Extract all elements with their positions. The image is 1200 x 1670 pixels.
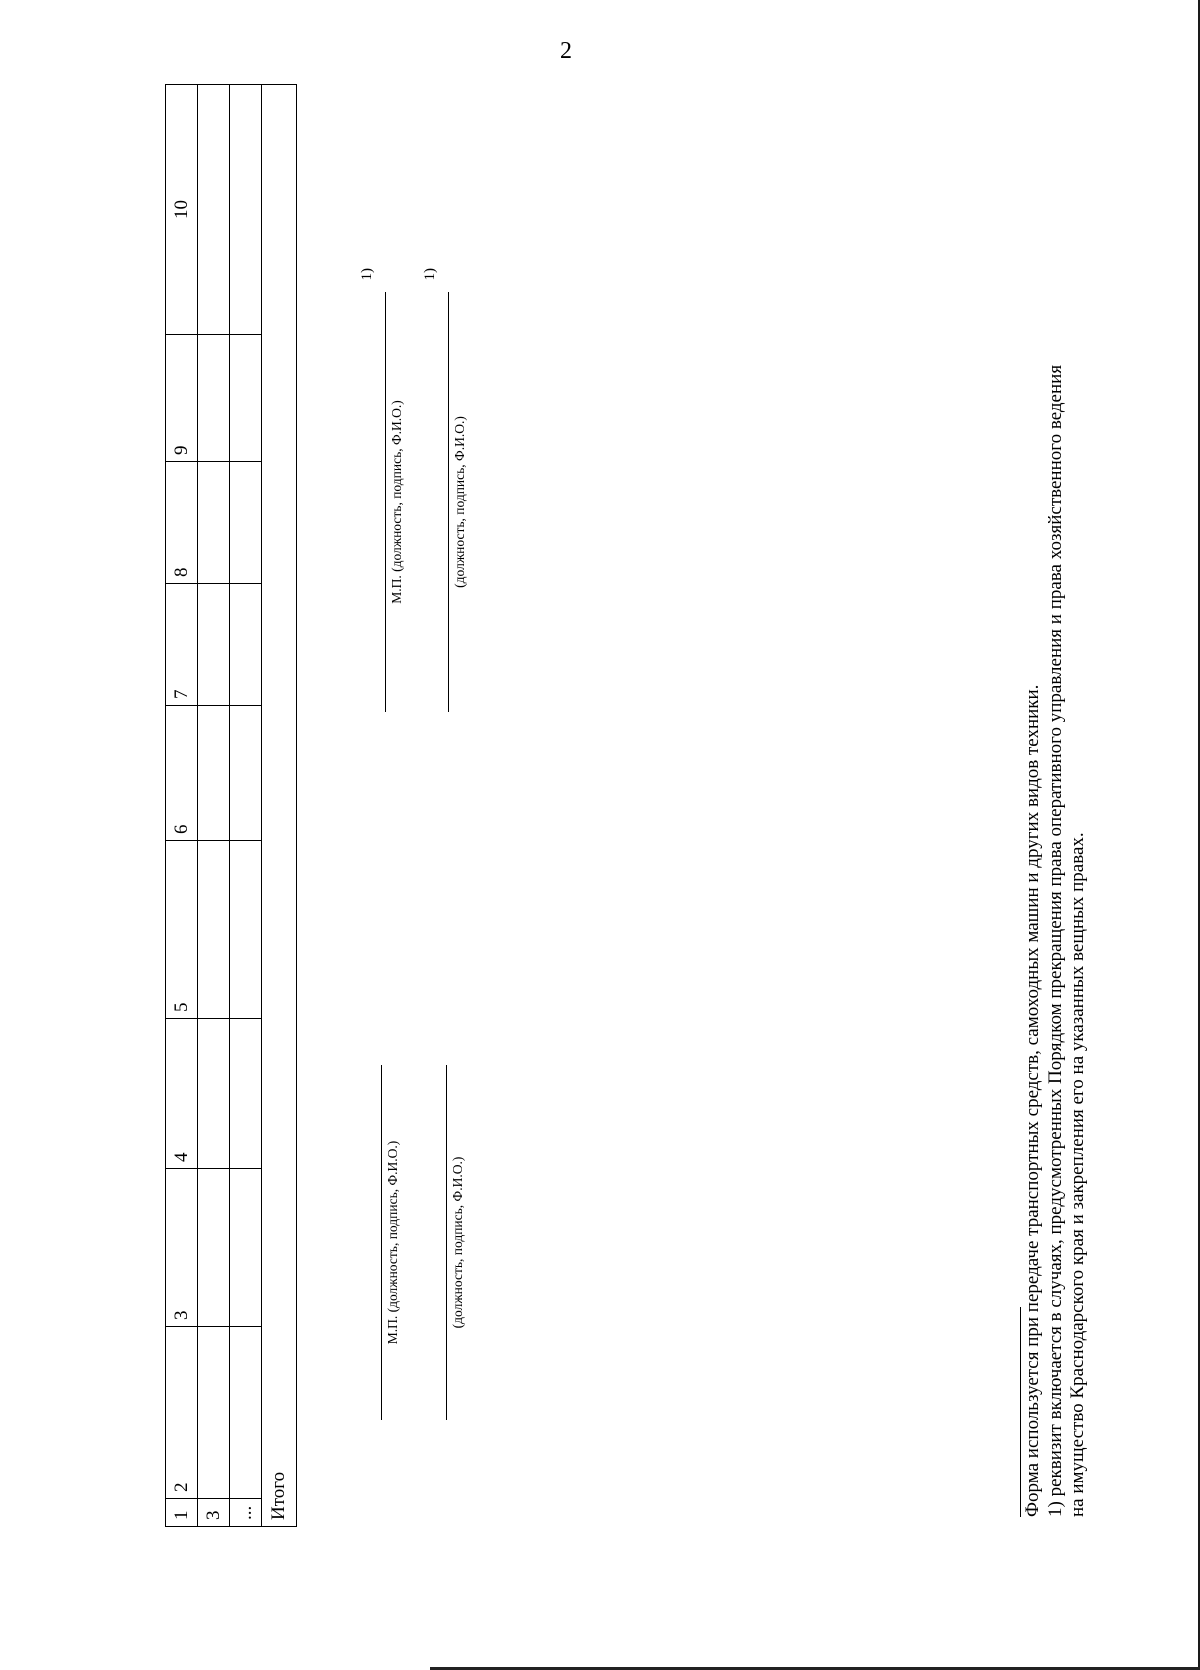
table-cell xyxy=(230,1019,262,1169)
table-row xyxy=(198,85,230,1527)
signature-left-top xyxy=(381,1065,400,1420)
signature-caption: (должность, подпись, Ф.И.О.) xyxy=(450,1156,465,1329)
footnotes xyxy=(1022,217,1090,1517)
header-cell: 5 xyxy=(166,841,198,1019)
footnote-line: 1) реквизит включается в случаях, предусмотренных Порядком прекращения права оперативного управления и права хозяйственного ведения xyxy=(1044,364,1066,1517)
table-cell xyxy=(230,1169,262,1327)
table-total-row xyxy=(262,85,297,1527)
header-cell: 8 xyxy=(166,462,198,584)
signature-right-bottom xyxy=(422,268,467,712)
table-cell xyxy=(230,335,262,462)
table-cell xyxy=(198,706,230,841)
table-cell xyxy=(198,335,230,462)
table-cell: 3 xyxy=(198,1499,230,1527)
table-cell xyxy=(198,841,230,1019)
header-cell: 1 xyxy=(166,1499,198,1527)
footnote-marker: 1) xyxy=(359,268,375,281)
table-cell xyxy=(230,462,262,584)
page-number: 2 xyxy=(560,38,572,64)
footnote-line: Форма используется при передаче транспортных средств, самоходных машин и других видов техники. xyxy=(1022,684,1043,1517)
table-row xyxy=(230,85,262,1527)
table-cell xyxy=(230,706,262,841)
table-cell xyxy=(198,462,230,584)
signature-caption: М.П. (должность, подпись, Ф.И.О.) xyxy=(385,1140,400,1345)
table-cell xyxy=(198,1019,230,1169)
table-cell xyxy=(230,85,262,335)
table-cell xyxy=(198,85,230,335)
signature-caption: (должность, подпись, Ф.И.О.) xyxy=(452,416,467,588)
total-label: Итого xyxy=(262,85,297,1527)
table-cell xyxy=(198,1169,230,1327)
signature-line xyxy=(385,292,386,712)
property-table xyxy=(165,84,297,1527)
header-cell: 10 xyxy=(166,85,198,335)
footnote-line: на имущество Краснодарского края и закрепления его на указанных вещных правах. xyxy=(1067,832,1088,1517)
footnote-rule xyxy=(1020,1307,1021,1517)
signature-caption: М.П. (должность, подпись, Ф.И.О.) xyxy=(389,400,404,604)
header-cell: 2 xyxy=(166,1327,198,1499)
signature-line xyxy=(448,292,449,712)
signature-line xyxy=(446,1065,447,1420)
header-cell: 3 xyxy=(166,1169,198,1327)
header-cell: 6 xyxy=(166,706,198,841)
signature-left-bottom xyxy=(446,1065,465,1420)
table-cell: ... xyxy=(230,1499,262,1527)
signature-line xyxy=(381,1065,382,1420)
table-cell xyxy=(198,1327,230,1499)
header-cell: 4 xyxy=(166,1019,198,1169)
table-cell xyxy=(230,841,262,1019)
table-cell xyxy=(198,584,230,706)
table-cell xyxy=(230,1327,262,1499)
table-cell xyxy=(230,584,262,706)
table-header-row xyxy=(166,85,198,1527)
signature-right-top xyxy=(359,268,404,712)
header-cell: 7 xyxy=(166,584,198,706)
footnote-marker: 1) xyxy=(422,268,438,281)
header-cell: 9 xyxy=(166,335,198,462)
